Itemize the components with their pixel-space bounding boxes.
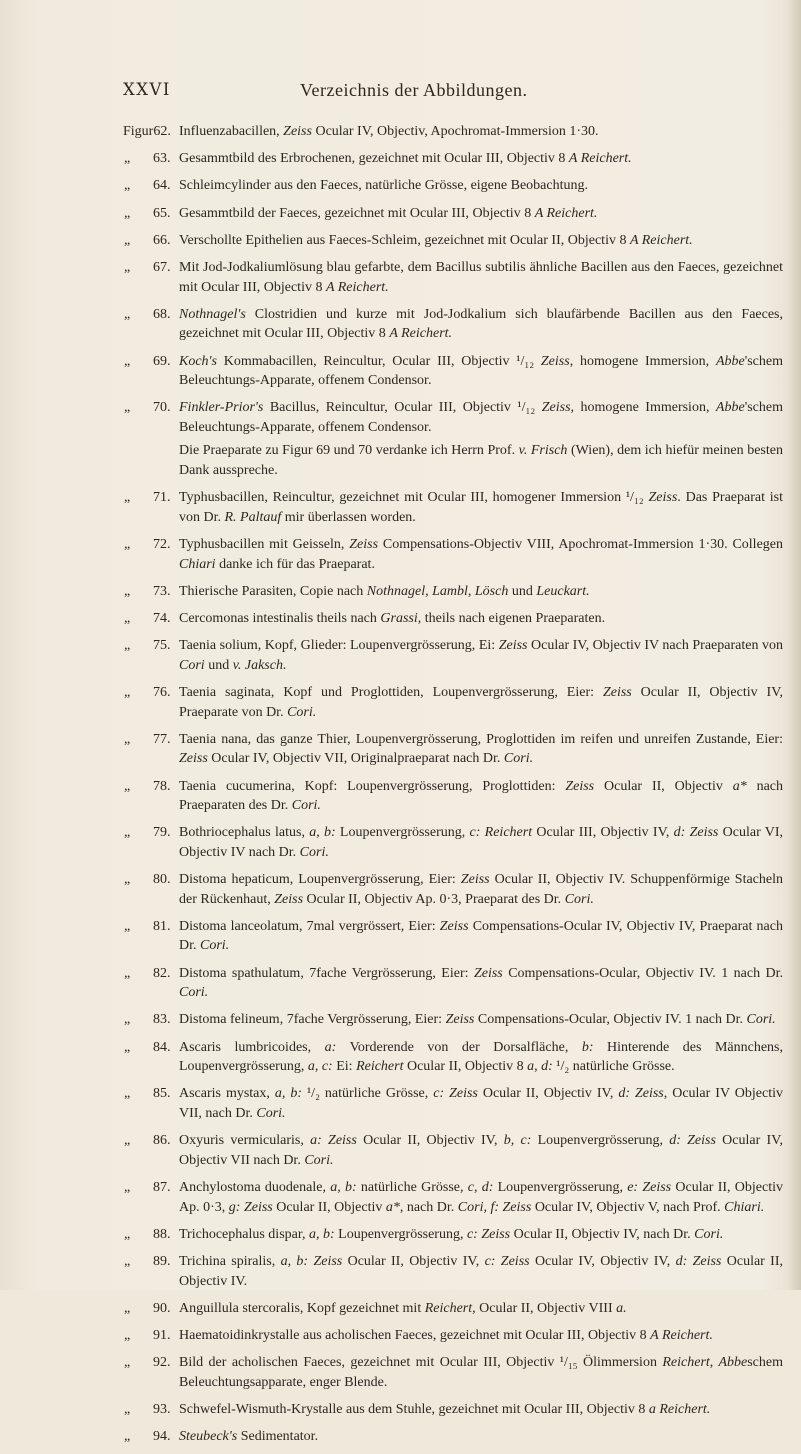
figure-description-text: Mit Jod-Jodkaliumlösung blau gefarbte, dem Bacillus subtilis ähnliche Bacillen aus den Faeces, gezeichnet mit Ocular III, Objectiv 8 A Reichert.: [179, 259, 783, 295]
page-number: XXVI: [123, 80, 171, 99]
figure-description: [179, 1353, 783, 1392]
figure-label-prefix: „: [124, 825, 131, 841]
figure-entry: [123, 1131, 783, 1170]
figure-label: [123, 1400, 179, 1420]
figure-entry: [123, 176, 783, 196]
figure-description: [179, 305, 783, 344]
figure-description: [179, 1084, 783, 1123]
figure-number: 75.: [153, 638, 171, 654]
figure-description: [179, 1178, 783, 1217]
figure-label: [123, 917, 179, 956]
figure-entry: [123, 609, 783, 629]
figure-number: 72.: [153, 537, 171, 553]
figure-label-prefix: „: [124, 1253, 131, 1269]
figure-label: [123, 398, 179, 480]
figure-number: 63.: [153, 151, 171, 167]
figure-label: [123, 777, 179, 816]
running-title: Verzeichnis der Abbildungen.: [300, 80, 528, 100]
figure-entry: [123, 1427, 783, 1447]
figure-label: [123, 1225, 179, 1245]
figure-label-prefix: „: [124, 1401, 131, 1417]
figure-label-prefix: „: [124, 1355, 131, 1371]
figure-label-prefix: „: [124, 1086, 131, 1102]
figure-label-prefix: „: [124, 731, 131, 747]
figure-description-text: Anchylostoma duodenale, a, b: natürliche Grösse, c, d: Loupenvergrösserung, e: Zeiss Ocular II, Objectiv Ap. 0·3, g: Zeiss Ocular II, Objectiv a*, nach Dr. Cori, f: Zeiss Ocular IV, Objectiv V, nach Prof. Chiari.: [179, 1179, 783, 1215]
figure-label-prefix: „: [124, 965, 131, 981]
figure-description: [179, 1038, 783, 1077]
figure-label: [123, 582, 179, 602]
figure-entry: [123, 1326, 783, 1346]
figure-description: [179, 683, 783, 722]
figure-label-prefix: „: [124, 1226, 131, 1242]
figure-label: [123, 204, 179, 224]
figure-description-text: Trichocephalus dispar, a, b: Loupenvergrösserung, c: Zeiss Ocular II, Objectiv IV, nach Dr. Cori.: [179, 1226, 724, 1242]
figure-label: [123, 1084, 179, 1123]
figure-label: [123, 122, 179, 142]
figure-label-prefix: „: [124, 918, 131, 934]
figure-entry: [123, 917, 783, 956]
figure-label: [123, 1252, 179, 1291]
figure-number: 89.: [153, 1253, 171, 1269]
figure-entry: [123, 964, 783, 1003]
figure-label-prefix: „: [124, 1039, 131, 1055]
figure-entry: [123, 204, 783, 224]
figure-description-text: Taenia cucumerina, Kopf: Loupenvergrösserung, Proglottiden: Zeiss Ocular II, Objectiv a* nach Praeparaten des Dr. Cori.: [179, 778, 783, 814]
figure-label: [123, 352, 179, 391]
figure-label-prefix: „: [124, 537, 131, 553]
figure-entry: [123, 149, 783, 169]
figure-description: [179, 149, 783, 169]
figure-number: 71.: [153, 490, 171, 506]
figure-description-text: Ascaris lumbricoides, a: Vorderende von der Dorsalfläche, b: Hinterende des Männchens, Loupenvergrösserung, a, c: Ei: Reichert Ocular II, Objectiv 8 a, d: ¹/₂ natürliche Grösse.: [179, 1039, 783, 1075]
figure-number: 85.: [153, 1086, 171, 1102]
figure-description: [179, 777, 783, 816]
figure-description-text: Verschollte Epithelien aus Faeces-Schleim, gezeichnet mit Ocular II, Objectiv 8 A Reichert.: [179, 232, 693, 248]
figure-label-prefix: „: [124, 1179, 131, 1195]
figure-description: [179, 535, 783, 574]
figure-label-prefix: „: [124, 205, 131, 221]
figure-number: 70.: [153, 400, 171, 416]
figure-label-prefix: „: [124, 638, 131, 654]
figure-entry: [123, 582, 783, 602]
figure-label: [123, 1178, 179, 1217]
figure-description: [179, 1225, 783, 1245]
figure-description: [179, 1427, 783, 1447]
figure-description: [179, 176, 783, 196]
figure-description: [179, 122, 783, 142]
figure-description: [179, 258, 783, 297]
figure-label: [123, 683, 179, 722]
figure-number: 74.: [153, 611, 171, 626]
figure-entry: [123, 535, 783, 574]
figure-number: 90.: [153, 1300, 171, 1316]
figure-number: 77.: [153, 731, 171, 747]
figure-entry: [123, 305, 783, 344]
figure-label: [123, 1299, 179, 1319]
figure-number: 68.: [153, 306, 171, 322]
figure-number: 92.: [153, 1355, 171, 1371]
figure-entry: [123, 231, 783, 251]
figure-description-text: Taenia solium, Kopf, Glieder: Loupenvergrösserung, Ei: Zeiss Ocular IV, Objectiv IV nach Praeparaten von Cori und v. Jaksch.: [179, 638, 783, 673]
figure-number: 93.: [153, 1401, 171, 1417]
figure-description-text: Distoma spathulatum, 7fache Vergrösserung, Eier: Zeiss Compensations-Ocular, Objectiv IV. 1 nach Dr. Cori.: [179, 965, 784, 1001]
figure-number: 66.: [153, 232, 171, 248]
figure-number: 64.: [153, 178, 171, 194]
figure-number: 84.: [153, 1039, 171, 1055]
figure-description: [179, 1299, 783, 1319]
figure-entry: [123, 683, 783, 722]
figure-entry: [123, 730, 783, 769]
figure-description: [179, 823, 783, 862]
figure-description-text: Koch's Kommabacillen, Reincultur, Ocular III, Objectiv ¹/₁₂ Zeiss, homogene Immersion, Abbe'schem Beleuchtungs-Apparate, offenem Condensor.: [179, 353, 783, 389]
figure-description-text: Typhusbacillen mit Geisseln, Zeiss Compensations-Objectiv VIII, Apochromat-Immersion 1·30. Collegen Chiari danke ich für das Praeparat.: [179, 537, 783, 572]
figure-label-prefix: „: [124, 306, 131, 322]
figure-label-prefix: „: [124, 872, 131, 888]
figure-label-prefix: Figur: [123, 124, 154, 139]
figure-description-text: Trichina spiralis, a, b: Zeiss Ocular II, Objectiv IV, c: Zeiss Ocular IV, Objectiv IV, d: Zeiss Ocular II, Objectiv IV.: [179, 1253, 784, 1289]
figure-number: 94.: [153, 1429, 171, 1445]
figure-description-text: Schwefel-Wismuth-Krystalle aus dem Stuhle, gezeichnet mit Ocular III, Objectiv 8 a Reichert.: [179, 1401, 711, 1417]
figure-description: [179, 730, 783, 769]
figure-description: [179, 1400, 783, 1420]
figure-number: 62.: [153, 124, 171, 139]
figure-number: 76.: [153, 684, 171, 700]
figure-description-text: Gesammtbild des Erbrochenen, gezeichnet mit Ocular III, Objectiv 8 A Reichert.: [179, 151, 632, 167]
figure-label: [123, 1427, 179, 1447]
figure-list: [123, 122, 783, 1454]
figure-label: [123, 730, 179, 769]
figure-description: [179, 870, 783, 909]
figure-label-prefix: „: [124, 259, 131, 275]
figure-description-text: Steubeck's Sedimentator.: [179, 1429, 319, 1445]
figure-entry: [123, 823, 783, 862]
figure-label: [123, 1038, 179, 1077]
figure-description-text: Schleimcylinder aus den Faeces, natürliche Grösse, eigene Beobachtung.: [179, 178, 588, 194]
figure-label-prefix: „: [124, 353, 131, 369]
figure-label: [123, 1353, 179, 1392]
figure-label: [123, 609, 179, 629]
figure-label: [123, 305, 179, 344]
figure-description: [179, 609, 783, 629]
figure-description: [179, 1252, 783, 1291]
figure-description: [179, 398, 783, 480]
figure-description-text: Finkler-Prior's Bacillus, Reincultur, Ocular III, Objectiv ¹/₁₂ Zeiss, homogene Immersion, Abbe'schem Beleuchtungs-Apparate, offenem Condensor.: [179, 400, 783, 435]
figure-description-text: Typhusbacillen, Reincultur, gezeichnet mit Ocular III, homogener Immersion ¹/₁₂ Zeiss. Das Praeparat ist von Dr. R. Paltauf mir überlassen worden.: [179, 490, 784, 525]
figure-description-text: Influenzabacillen, Zeiss Ocular IV, Objectiv, Apochromat-Immersion 1·30.: [179, 124, 599, 139]
figure-number: 86.: [153, 1133, 171, 1149]
figure-description-text: Taenia saginata, Kopf und Proglottiden, Loupenvergrösserung, Eier: Zeiss Ocular II, Objectiv IV, Praeparate von Dr. Cori.: [179, 684, 783, 720]
figure-label: [123, 636, 179, 675]
figure-description-text: Oxyuris vermicularis, a: Zeiss Ocular II, Objectiv IV, b, c: Loupenvergrösserung, d: Zeiss Ocular IV, Objectiv VII nach Dr. Cori.: [179, 1133, 783, 1168]
figure-description-text: Distoma lanceolatum, 7mal vergrössert, Eier: Zeiss Compensations-Ocular IV, Objectiv IV, Praeparat nach Dr. Cori.: [179, 918, 783, 954]
figure-number: 80.: [153, 872, 171, 888]
figure-description: [179, 352, 783, 391]
figure-entry: [123, 1084, 783, 1123]
figure-number: 81.: [153, 918, 171, 934]
figure-description: [179, 1010, 783, 1030]
figure-label-prefix: „: [124, 684, 131, 700]
figure-description: [179, 204, 783, 224]
figure-label: [123, 535, 179, 574]
figure-label: [123, 1326, 179, 1346]
figure-label: [123, 258, 179, 297]
figure-description: [179, 964, 783, 1003]
figure-label: [123, 488, 179, 527]
figure-description-text: Bild der acholischen Faeces, gezeichnet mit Ocular III, Objectiv ¹/₁₅ Ölimmersion Reichert, Abbeschem Beleuchtungsapparate, enger Blende.: [179, 1355, 783, 1390]
figure-number: 65.: [153, 205, 171, 221]
figure-label: [123, 964, 179, 1003]
figure-label: [123, 176, 179, 196]
figure-number: 88.: [153, 1226, 171, 1242]
figure-description: [179, 582, 783, 602]
figure-label-prefix: „: [124, 1133, 131, 1149]
figure-label-prefix: „: [124, 611, 131, 626]
figure-description: [179, 231, 783, 251]
figure-description: [179, 917, 783, 956]
figure-label-prefix: „: [124, 1429, 131, 1445]
figure-entry: [123, 636, 783, 675]
figure-number: 69.: [153, 353, 171, 369]
figure-note: Die Praeparate zu Figur 69 und 70 verdanke ich Herrn Prof. v. Frisch (Wien), dem ich hiefür meinen besten Dank ausspreche.: [179, 443, 783, 479]
figure-entry: [123, 398, 783, 480]
figure-label-prefix: „: [124, 400, 131, 416]
figure-number: 78.: [153, 778, 171, 794]
figure-entry: [123, 1225, 783, 1245]
figure-entry: [123, 1299, 783, 1319]
figure-description: [179, 636, 783, 675]
figure-number: 87.: [153, 1179, 171, 1195]
figure-label-prefix: „: [124, 1300, 131, 1316]
figure-entry: [123, 488, 783, 527]
figure-entry: [123, 777, 783, 816]
figure-label-prefix: „: [124, 583, 131, 599]
figure-description: [179, 488, 783, 527]
figure-label: [123, 870, 179, 909]
figure-entry: [123, 870, 783, 909]
figure-entry: [123, 122, 783, 142]
figure-entry: [123, 352, 783, 391]
figure-description-text: Cercomonas intestinalis theils nach Grassi, theils nach eigenen Praeparaten.: [179, 611, 606, 626]
figure-description-text: Haematoidinkrystalle aus acholischen Faeces, gezeichnet mit Ocular III, Objectiv 8 A Reichert.: [179, 1327, 713, 1343]
figure-description: [179, 1326, 783, 1346]
figure-number: 83.: [153, 1012, 171, 1028]
figure-label: [123, 1131, 179, 1170]
figure-number: 73.: [153, 583, 171, 599]
figure-description-text: Bothriocephalus latus, a, b: Loupenvergrösserung, c: Reichert Ocular III, Objectiv IV, d: Zeiss Ocular VI, Objectiv IV nach Dr. Cori.: [179, 825, 784, 860]
figure-label: [123, 1010, 179, 1030]
figure-label-prefix: „: [124, 1012, 131, 1028]
figure-label: [123, 149, 179, 169]
figure-description-text: Thierische Parasiten, Copie nach Nothnagel, Lambl, Lösch und Leuckart.: [179, 583, 590, 599]
figure-label-prefix: „: [124, 151, 131, 167]
figure-label-prefix: „: [124, 490, 131, 506]
figure-number: 82.: [153, 965, 171, 981]
figure-entry: [123, 1038, 783, 1077]
page-edge-shadow: [787, 0, 801, 1290]
figure-entry: [123, 1178, 783, 1217]
figure-number: 79.: [153, 825, 171, 841]
figure-description: [179, 1131, 783, 1170]
page-header: [0, 80, 801, 104]
figure-entry: [123, 1353, 783, 1392]
figure-entry: [123, 1010, 783, 1030]
figure-label-prefix: „: [124, 178, 131, 194]
figure-description-text: Ascaris mystax, a, b: ¹/₂ natürliche Grösse, c: Zeiss Ocular II, Objectiv IV, d: Zeiss, Ocular IV Objectiv VII, nach Dr. Cori.: [179, 1086, 783, 1121]
figure-label: [123, 823, 179, 862]
figure-description-text: Nothnagel's Clostridien und kurze mit Jod-Jodkalium sich blaufärbende Bacillen aus den Faeces, gezeichnet mit Ocular III, Objectiv 8 A Reichert.: [179, 306, 783, 342]
figure-description-text: Distoma felineum, 7fache Vergrösserung, Eier: Zeiss Compensations-Ocular, Objectiv IV. 1 nach Dr. Cori.: [179, 1012, 776, 1028]
figure-label-prefix: „: [124, 1327, 131, 1343]
figure-description-text: Anguillula stercoralis, Kopf gezeichnet mit Reichert, Ocular II, Objectiv VIII a.: [179, 1300, 627, 1316]
figure-number: 67.: [153, 259, 171, 275]
figure-number: 91.: [153, 1327, 171, 1343]
figure-entry: [123, 258, 783, 297]
figure-description-text: Taenia nana, das ganze Thier, Loupenvergrösserung, Proglottiden im reifen und unreifen Zustande, Eier: Zeiss Ocular IV, Objectiv VII, Originalpraeparat nach Dr. Cori.: [179, 731, 783, 767]
figure-label-prefix: „: [124, 232, 131, 248]
figure-entry: [123, 1252, 783, 1291]
figure-entry: [123, 1400, 783, 1420]
figure-label-prefix: „: [124, 778, 131, 794]
figure-description-text: Gesammtbild der Faeces, gezeichnet mit Ocular III, Objectiv 8 A Reichert.: [179, 205, 598, 221]
figure-label: [123, 231, 179, 251]
figure-description-text: Distoma hepaticum, Loupenvergrösserung, Eier: Zeiss Ocular II, Objectiv IV. Schuppenförmige Stacheln der Rückenhaut, Zeiss Ocular II, Objectiv Ap. 0·3, Praeparat des Dr. Cori.: [179, 872, 783, 907]
